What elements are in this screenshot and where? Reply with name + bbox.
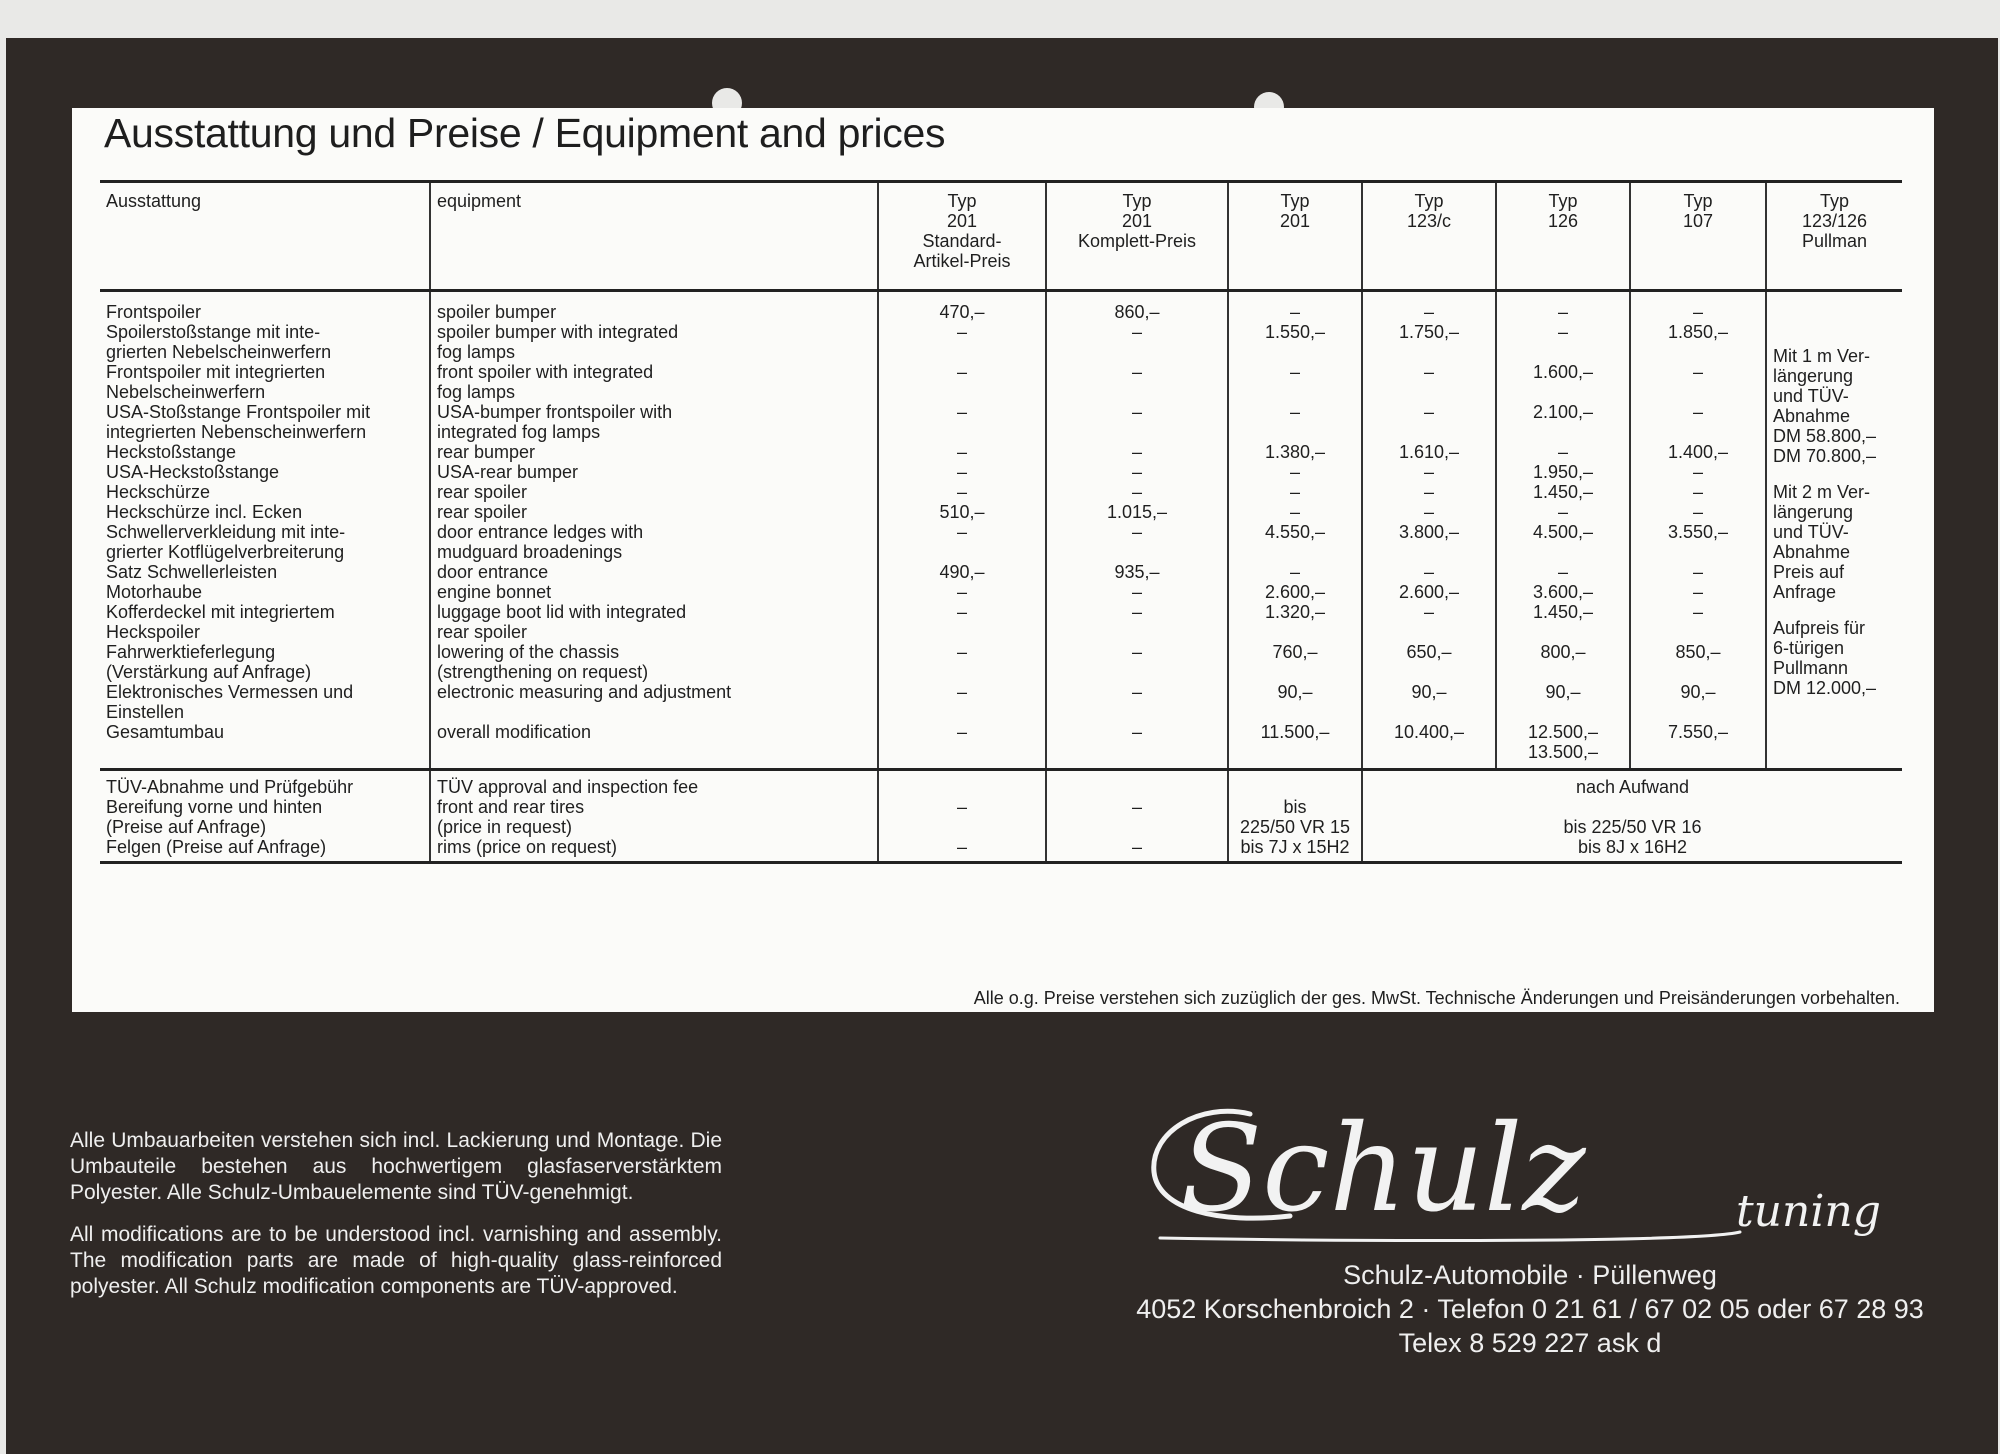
table-row (100, 442, 1902, 462)
cell-price: – (1228, 362, 1362, 402)
schulz-tuning-logo (1140, 1092, 1940, 1252)
cell-price: – (1046, 797, 1228, 837)
pullman-note: Aufpreis für 6-türigen Pullmann DM 12.000,– (1773, 618, 1877, 698)
column-header: Ausstattung (100, 182, 430, 291)
cell-price: 2.600,– (1228, 582, 1362, 602)
cell-price: 470,– (878, 291, 1046, 323)
cell-price: – (1228, 502, 1362, 522)
table-row (100, 402, 1902, 442)
notes-english: All modifications are to be understood incl. varnishing and assembly. The modification parts are made of high-quality glass-reinforced polyester. All Schulz modification components are TÜV-approved. (70, 1223, 722, 1298)
cell-equipment: door entrance (430, 562, 878, 582)
column-header: Typ 201 (1228, 182, 1362, 291)
cell-price: – (1046, 322, 1228, 362)
cell-price: – (1046, 837, 1228, 863)
cell-price: 850,– (1630, 642, 1766, 682)
cell-price: – (1496, 322, 1630, 362)
cell-equipment: front and rear tires (price in request) (430, 797, 878, 837)
cell-price: – (878, 722, 1046, 770)
cell-ausstattung: Satz Schwellerleisten (106, 562, 278, 582)
table-row (100, 322, 1902, 362)
pullman-note: Mit 2 m Ver- längerung und TÜV- Abnahme Preis auf Anfrage (1773, 482, 1871, 602)
table-row (100, 462, 1902, 482)
cell-equipment: TÜV approval and inspection fee (430, 770, 878, 798)
cell-ausstattung: Frontspoiler mit integrierten Nebelscheinwerfern (106, 362, 326, 402)
cell-price: 935,– (1046, 562, 1228, 582)
logo-subword: tuning (1736, 1186, 1881, 1237)
cell-price: – (1362, 502, 1496, 522)
cell-price: – (1630, 602, 1766, 642)
cell-equipment: USA-rear bumper (430, 462, 878, 482)
cell-equipment: rear spoiler (430, 502, 878, 522)
cell-price: – (1362, 482, 1496, 502)
cell-price: – (1496, 291, 1630, 323)
cell-ausstattung: Felgen (Preise auf Anfrage) (100, 837, 430, 863)
cell-equipment: lowering of the chassis (strengthening on request) (430, 642, 878, 682)
table-row (100, 582, 1902, 602)
cell-price: – (878, 462, 1046, 482)
table-header-row (100, 182, 1902, 291)
cell-price: – (1046, 582, 1228, 602)
cell-ausstattung: Heckschürze incl. Ecken (106, 502, 303, 522)
pullman-note: Mit 1 m Ver- längerung und TÜV- Abnahme DM 58.800,– DM 70.800,– (1773, 346, 1877, 466)
column-header: Typ 126 (1496, 182, 1630, 291)
cell-price: 1.400,– (1630, 442, 1766, 462)
cell-price: – (1046, 442, 1228, 462)
cell-price: – (1630, 582, 1766, 602)
cell-price: 760,– (1228, 642, 1362, 682)
cell-price: 90,– (1630, 682, 1766, 722)
cell-equipment: luggage boot lid with integrated rear spoiler (430, 602, 878, 642)
cell-price: – (1046, 722, 1228, 770)
logo-wordmark: Schulz (1180, 1100, 1586, 1239)
cell-price: – (878, 837, 1046, 863)
cell-ausstattung: Gesamtumbau (106, 722, 225, 742)
cell-price: – (1046, 462, 1228, 482)
table-row (100, 482, 1902, 502)
address-block (1120, 1258, 1940, 1360)
cell-price: – (878, 582, 1046, 602)
table-row (100, 291, 1902, 323)
cell-ausstattung: USA-Stoßstange Frontspoiler mit integrierten Nebenscheinwerfern (106, 402, 371, 442)
cell-price: – (1630, 402, 1766, 442)
cell-price: bis 225/50 VR 15 (1228, 797, 1362, 837)
cell-price: 1.610,– (1362, 442, 1496, 462)
cell-price: – (1046, 642, 1228, 682)
address-line-2: 4052 Korschenbroich 2 · Telefon 0 21 61 / 67 02 05 oder 67 28 93 (1136, 1294, 1924, 1324)
table-row (100, 682, 1902, 722)
cell-price: – (1046, 402, 1228, 442)
footnote: Alle o.g. Preise verstehen sich zuzüglich der ges. MwSt. Technische Änderungen und Preisänderungen vorbehalten. (973, 988, 1900, 1008)
cell-equipment: USA-bumper frontspoiler with integrated fog lamps (430, 402, 878, 442)
cell-price: – (1362, 362, 1496, 402)
cell-price: – (878, 682, 1046, 722)
cell-price: – (1228, 291, 1362, 323)
table-row (100, 362, 1902, 402)
cell-price: – (1228, 402, 1362, 442)
column-header: Typ 201 Standard- Artikel-Preis (878, 182, 1046, 291)
table-row (100, 837, 1902, 863)
notes-german: Alle Umbauarbeiten verstehen sich incl. Lackierung und Montage. Die Umbauteile bestehen aus hochwertigem glasfaserverstärktem Polyester. Alle Schulz-Umbauelemente sind TÜV-genehmigt. (70, 1129, 722, 1204)
cell-price: 1.450,– (1496, 482, 1630, 502)
column-header: Typ 107 (1630, 182, 1766, 291)
cell-price: – (1362, 462, 1496, 482)
cell-price: – (878, 797, 1046, 837)
cell-equipment: front spoiler with integrated fog lamps (430, 362, 878, 402)
cell-ausstattung: Motorhaube (106, 582, 203, 602)
cell-equipment: engine bonnet (430, 582, 878, 602)
cell-price: – (1362, 402, 1496, 442)
address-line-3: Telex 8 529 227 ask d (1398, 1328, 1662, 1358)
cell-price: 1.950,– (1496, 462, 1630, 482)
cell-price: 3.550,– (1630, 522, 1766, 562)
cell-price: 3.800,– (1362, 522, 1496, 562)
extra-rows (100, 770, 1902, 863)
price-rows (100, 291, 1902, 770)
table-row (100, 562, 1902, 582)
cell-ausstattung: Heckschürze (106, 482, 211, 502)
table-row (100, 502, 1902, 522)
cell-price: – (878, 522, 1046, 562)
table-row (100, 642, 1902, 682)
column-header: Typ 123/126 Pullman (1766, 182, 1902, 291)
cell-price (1046, 770, 1228, 798)
cell-price: – (1496, 562, 1630, 582)
cell-price: – (878, 602, 1046, 642)
cell-pullman-notes (1766, 291, 1902, 770)
cell-price: 1.450,– (1496, 602, 1630, 642)
cell-price: 90,– (1362, 682, 1496, 722)
column-header: Typ 201 Komplett-Preis (1046, 182, 1228, 291)
cell-price-range: bis 225/50 VR 16 (1362, 797, 1902, 837)
cell-price: 1.750,– (1362, 322, 1496, 362)
cell-ausstattung: Kofferdeckel mit integriertem Heckspoiler (106, 602, 335, 642)
cell-price: – (1630, 502, 1766, 522)
cell-price: 1.380,– (1228, 442, 1362, 462)
cell-price: 1.850,– (1630, 322, 1766, 362)
cell-price: – (1046, 522, 1228, 562)
cell-price: – (878, 322, 1046, 362)
page-title: Ausstattung und Preise / Equipment and prices (104, 110, 946, 156)
cell-price: 4.550,– (1228, 522, 1362, 562)
cell-price: – (1046, 482, 1228, 502)
cell-price: 3.600,– (1496, 582, 1630, 602)
cell-price-range: bis 8J x 16H2 (1362, 837, 1902, 863)
cell-equipment: overall modification (430, 722, 878, 770)
cell-price: – (1630, 291, 1766, 323)
cell-equipment: rear bumper (430, 442, 878, 462)
cell-price: – (1046, 362, 1228, 402)
cell-price: 1.320,– (1228, 602, 1362, 642)
cell-price (1228, 770, 1362, 798)
cell-price: – (1046, 682, 1228, 722)
table-row (100, 522, 1902, 562)
cell-equipment: door entrance ledges with mudguard broadenings (430, 522, 878, 562)
cell-price: 1.600,– (1496, 362, 1630, 402)
cell-price: 650,– (1362, 642, 1496, 682)
cell-ausstattung: USA-Heckstoßstange (106, 462, 280, 482)
cell-price: 11.500,– (1228, 722, 1362, 770)
cell-price: 12.500,– 13.500,– (1496, 722, 1630, 770)
cell-ausstattung: TÜV-Abnahme und Prüfgebühr (100, 770, 430, 798)
price-table (100, 180, 1902, 864)
cell-equipment: spoiler bumper with integrated fog lamps (430, 322, 878, 362)
cell-price: – (1228, 482, 1362, 502)
cell-equipment: rims (price on request) (430, 837, 878, 863)
cell-price: 510,– (878, 502, 1046, 522)
column-header: Typ 123/c (1362, 182, 1496, 291)
cell-price: 800,– (1496, 642, 1630, 682)
cell-equipment: spoiler bumper (430, 291, 878, 323)
cell-ausstattung: Fahrwerktieferlegung (Verstärkung auf Anfrage) (106, 642, 312, 682)
cell-price: – (1496, 502, 1630, 522)
cell-ausstattung: Schwellerverkleidung mit inte- grierter Kotflügelverbreiterung (106, 522, 346, 562)
cell-price: 1.015,– (1046, 502, 1228, 522)
cell-price (878, 770, 1046, 798)
cell-price: – (1046, 602, 1228, 642)
cell-price: – (1228, 462, 1362, 482)
cell-price: 2.100,– (1496, 402, 1630, 442)
table-row (100, 602, 1902, 642)
cell-price: – (1630, 562, 1766, 582)
cell-price: bis 7J x 15H2 (1228, 837, 1362, 863)
cell-price: – (1630, 482, 1766, 502)
column-header: equipment (430, 182, 878, 291)
cell-price: 7.550,– (1630, 722, 1766, 770)
cell-price: – (878, 482, 1046, 502)
table-row (100, 770, 1902, 798)
cell-price: 4.500,– (1496, 522, 1630, 562)
notes-block (70, 1128, 722, 1316)
cell-price: – (1228, 562, 1362, 582)
cell-ausstattung: Spoilerstoßstange mit inte- grierten Nebelscheinwerfern (106, 322, 332, 362)
cell-ausstattung: Frontspoiler (106, 302, 202, 322)
cell-price: – (878, 642, 1046, 682)
table-row (100, 797, 1902, 837)
cell-price: – (1362, 562, 1496, 582)
cell-price: – (1630, 462, 1766, 482)
cell-price: – (878, 362, 1046, 402)
cell-price: 1.550,– (1228, 322, 1362, 362)
cell-equipment: rear spoiler (430, 482, 878, 502)
cell-price: 90,– (1228, 682, 1362, 722)
cell-price: – (1496, 442, 1630, 462)
cell-equipment: electronic measuring and adjustment (430, 682, 878, 722)
cell-price: – (878, 402, 1046, 442)
table-row (100, 722, 1902, 770)
cell-price: – (1630, 362, 1766, 402)
address-line-1: Schulz-Automobile · Püllenweg (1343, 1260, 1717, 1290)
cell-price: – (1362, 291, 1496, 323)
cell-price: 2.600,– (1362, 582, 1496, 602)
cell-price: 860,– (1046, 291, 1228, 323)
cell-price: 10.400,– (1362, 722, 1496, 770)
cell-price-range: nach Aufwand (1362, 770, 1902, 798)
cell-price: – (1362, 602, 1496, 642)
cell-price: 90,– (1496, 682, 1630, 722)
cell-ausstattung: Heckstoßstange (106, 442, 237, 462)
cell-price: 490,– (878, 562, 1046, 582)
cell-ausstattung: Bereifung vorne und hinten (Preise auf Anfrage) (106, 797, 323, 837)
cell-ausstattung: Elektronisches Vermessen und Einstellen (106, 682, 354, 722)
cell-price: – (878, 442, 1046, 462)
